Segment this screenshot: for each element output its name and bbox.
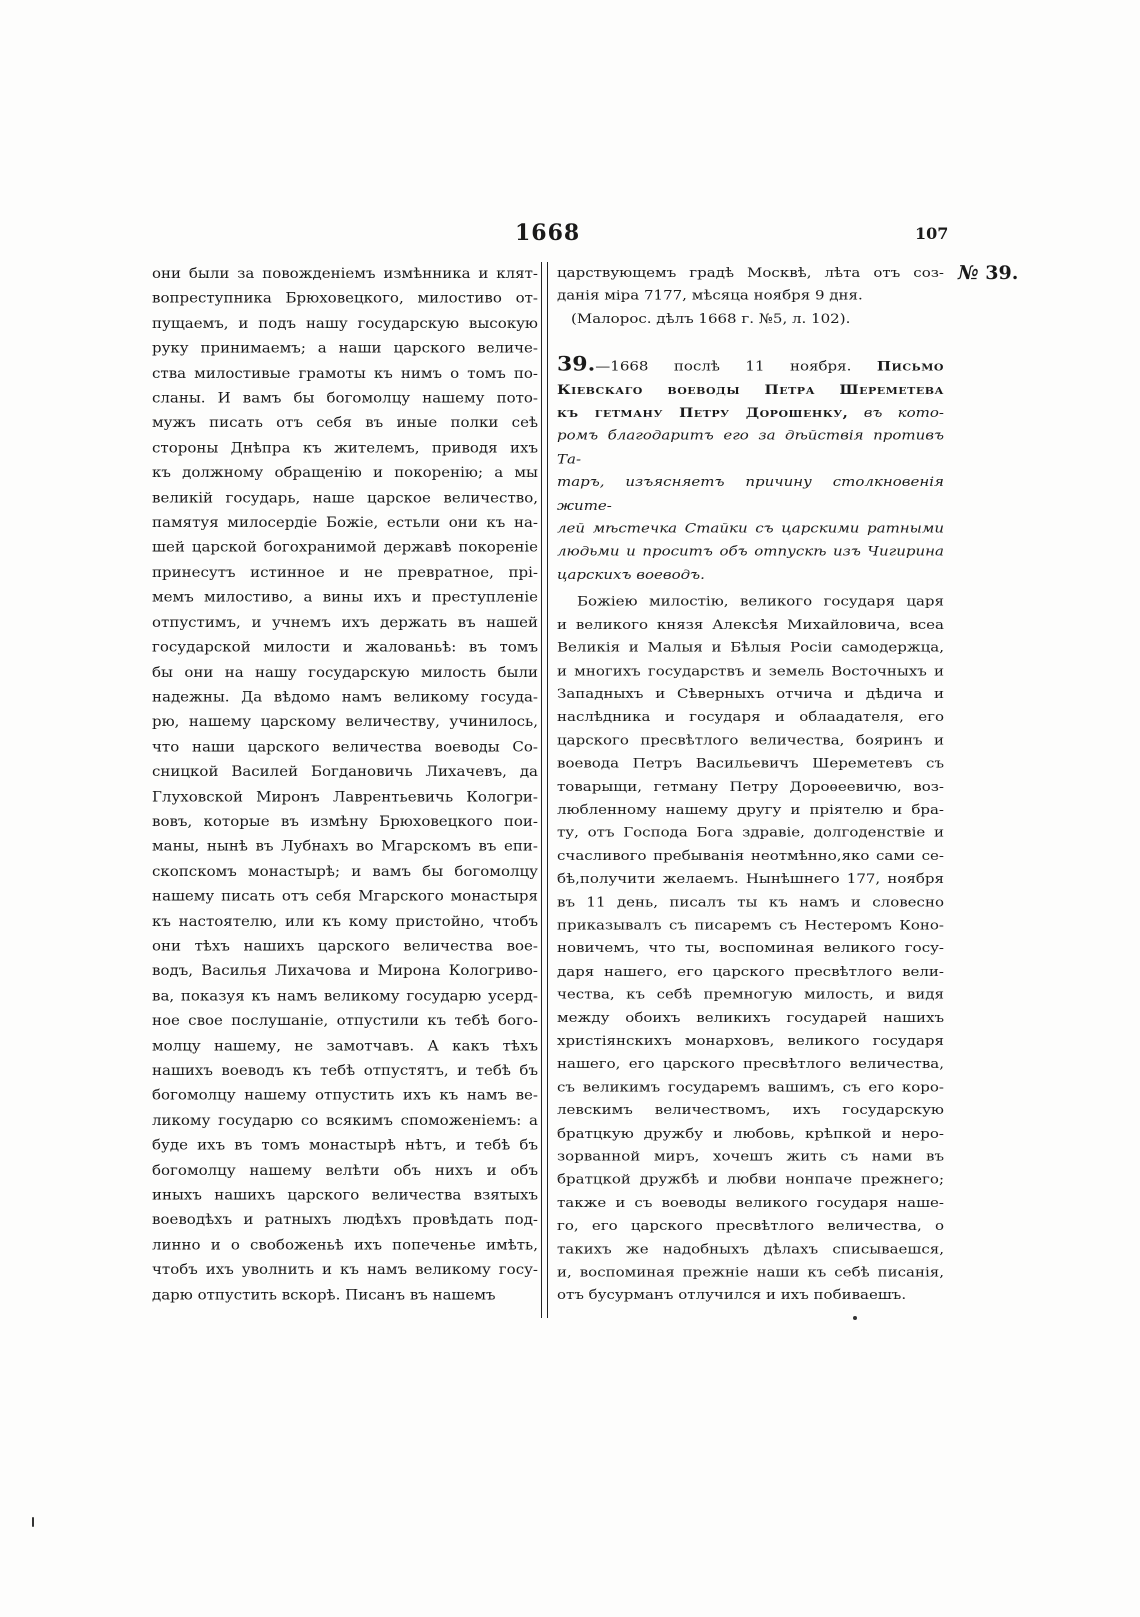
text-line: зорванной миръ, хочешъ жить съ нами въ: [557, 1148, 944, 1165]
text-line: воевода Петръ Васильевичъ Шереметевъ съ: [557, 755, 944, 771]
text-line: мужъ писать отъ себя въ иные полки сеѣ: [152, 414, 538, 432]
text-line: маны, нынѣ въ Лубнахъ во Мгарскомъ въ епи-: [152, 837, 538, 855]
text-line: ту, отъ Господа Бога здравіе, долгоденствіе и: [557, 824, 944, 841]
text-line: и великого князя Алексѣя Михайловича, всеа: [557, 616, 944, 633]
column-divider: [541, 262, 548, 1318]
document-number: 39.: [557, 353, 596, 376]
text-line: Великія и Малыя и Бѣлыя Росіи самодержца,: [557, 639, 944, 656]
text-line: рю, нашему царскому величеству, учинилось,: [152, 713, 538, 731]
text-line: линно и о свобоженьѣ ихъ попеченье имѣть,: [152, 1236, 538, 1254]
text-line: государской милости и жалованьѣ: въ томъ: [152, 638, 538, 656]
document-date: —1668 послѣ 11 ноября.: [595, 358, 852, 375]
right-column: [557, 261, 944, 1307]
text-line: братцкой дружбѣ и любви нонпаче прежнего;: [557, 1171, 944, 1188]
text-line: шей царской богохранимой державѣ покореніе: [152, 538, 538, 556]
text-line: сницкой Василей Богдановичь Лихачевъ, да: [152, 762, 538, 780]
document-title-addressee: къ гетману Петру Дорошенку,: [557, 404, 849, 421]
document-summary: [557, 424, 944, 586]
text-line: бы они на нашу государскую милость были: [152, 663, 538, 681]
text-line: они были за повожденіемъ измѣнника и клят-: [152, 264, 538, 282]
text-line: братцкую дружбу и любовь, крѣпкой и неро-: [557, 1125, 944, 1142]
text-line: царского пресвѣтлого величества, бояринъ и: [557, 732, 944, 748]
text-line: нашего, его царского пресвѣтлого величества,: [557, 1055, 944, 1072]
print-speck: [853, 1316, 857, 1320]
text-line: мемъ милостиво, а вины ихъ и преступленіе: [152, 588, 538, 606]
text-line: наслѣдника и государя и облаадателя, его: [557, 708, 944, 725]
text-line: что наши царского величества воеводы Со-: [152, 737, 538, 755]
text-line: отъ бусурманъ отлучился и ихъ побиваешъ.: [557, 1287, 907, 1303]
text-line: съ великимъ государемъ вашимъ, съ его коро-: [557, 1079, 944, 1095]
document-heading: [557, 353, 944, 586]
text-line: стороны Днѣпра къ жителемъ, приводя ихъ: [152, 439, 538, 457]
text-line: великій государь, наше царское величество,: [152, 488, 538, 506]
margin-number-value: 39.: [985, 262, 1019, 284]
text-line: руку принимаемъ; а наши царского величе-: [152, 339, 538, 357]
text-line: любленному нашему другу и пріятелю и бра-: [557, 801, 944, 818]
text-line: воеводѣхъ и ратныхъ людѣхъ провѣдать под-: [152, 1211, 538, 1229]
text-line: водъ, Василья Лихачова и Мирона Кологриво-: [152, 962, 538, 980]
text-line: товарыщи, гетману Петру Дороѳеевичю, воз-: [557, 778, 944, 795]
text-line: богомолцу нашему велѣти объ нихъ и объ: [152, 1161, 538, 1179]
text-line: ромъ благодаритъ его за дѣйствія противъ Та-: [557, 427, 944, 467]
text-line: ликому государю со всякимъ споможеніемъ: а: [152, 1111, 538, 1129]
text-line: молцу нашему, не замотчавъ. А какъ тѣхъ: [152, 1036, 538, 1054]
text-line: надежны. Да вѣдомо намъ великому госуда-: [152, 688, 538, 706]
text-line: бѣ,получити желаемъ. Нынѣшнего 177, ноября: [557, 870, 944, 887]
text-line: Глуховской Миронъ Лаврентьевичь Кологри-: [152, 787, 538, 805]
left-column: [152, 261, 538, 1307]
document-summary-start: въ кото-: [863, 404, 944, 421]
text-line: богомолцу нашему отпустить ихъ къ намъ ве-: [152, 1086, 538, 1104]
text-line: памятуя милосердіе Божіе, естьли они къ на-: [152, 513, 538, 531]
text-line: также и съ воеводы великого государя наше-: [557, 1194, 944, 1211]
print-speck: [32, 1517, 34, 1527]
text-line: данія міра 7177, мѣсяца ноября 9 дня.: [557, 287, 863, 304]
text-line: такихъ же надобныхъ дѣлахъ списываешся,: [557, 1240, 944, 1257]
document-title-author: Кіевскаго воеводы Петра Шереметева: [557, 381, 944, 398]
text-line: они тѣхъ нашихъ царского величества вое-: [152, 937, 538, 955]
margin-document-number: [958, 262, 1018, 284]
text-line: царскихъ воеводъ.: [557, 566, 705, 583]
text-line: иныхъ нашихъ царского величества взятыхъ: [152, 1186, 538, 1204]
text-line: между обоихъ великихъ государей нашихъ: [557, 1009, 944, 1026]
text-line: и многихъ государствъ и земель Восточныхъ и: [557, 662, 944, 679]
text-line: скопскомъ монастырѣ; и вамъ бы богомолцу: [152, 862, 538, 880]
text-line: новичемъ, что ты, воспоминая великого госу-: [557, 940, 944, 956]
text-line: царствующемъ градѣ Москвѣ, лѣта отъ соз-: [557, 264, 944, 281]
text-line: людьми и проситъ объ отпускѣ изъ Чигирина: [557, 543, 944, 560]
text-line: нашему писать отъ себя Мгарского монастыря: [152, 887, 538, 905]
text-line: дарю отпустить вскорѣ. Писанъ въ нашемъ: [152, 1285, 496, 1303]
text-line: Западныхъ и Сѣверныхъ отчича и дѣдича и: [557, 685, 944, 702]
number-sign: №: [958, 262, 979, 284]
text-line: чтобъ ихъ уволнить и къ намъ великому госу-: [152, 1261, 538, 1279]
text-line: приказывалъ съ писаремъ съ Нестеромъ Коно-: [557, 917, 944, 933]
text-line: ства милостивые грамоты къ нимъ о томъ по-: [152, 364, 538, 382]
text-line: даря нашего, его царского пресвѣтлого вели-: [557, 963, 944, 980]
text-line: чества, къ себѣ премногую милость, и видя: [557, 986, 944, 1003]
text-line: отпустимъ, и учнемъ ихъ держать въ нашей: [152, 613, 538, 631]
text-line: го, его царского пресвѣтлого величества, о: [557, 1217, 944, 1234]
text-line: нашихъ воеводъ къ тебѣ отпустятъ, и тебѣ бъ: [152, 1061, 538, 1079]
text-line: буде ихъ въ томъ монастырѣ нѣтъ, и тебѣ бъ: [152, 1136, 538, 1154]
document-title-start: Письмо: [876, 358, 944, 375]
page-number: 107: [915, 224, 949, 243]
text-line: левскимъ величествомъ, ихъ государскую: [557, 1102, 944, 1118]
page-year-header: 1668: [515, 220, 581, 246]
closing-lines: [557, 261, 944, 307]
document-body: [557, 590, 944, 1307]
text-line: вовъ, которые въ измѣну Брюховецкого пои-: [152, 812, 538, 830]
text-line: ное свое послушаніе, отпустили къ тебѣ бого-: [152, 1011, 538, 1029]
text-line: къ должному обращенію и покоренію; а мы: [152, 464, 538, 482]
text-line: таръ, изъясняетъ причину столкновенія жите-: [557, 474, 944, 513]
archive-source: (Малорос. дѣлъ 1668 г. №5, л. 102).: [571, 310, 851, 327]
text-line: Божіею милостію, великого государя царя: [577, 593, 944, 610]
text-line: христіянскихъ монарховъ, великого государя: [557, 1032, 944, 1049]
text-line: сланы. И вамъ бы богомолцу нашему пото-: [152, 389, 538, 407]
text-line: къ настоятелю, или къ кому пристойно, чтобъ: [152, 912, 538, 930]
text-line: пущаемъ, и подъ нашу государскую высокую: [152, 314, 538, 332]
text-line: въ 11 день, писалъ ты къ намъ и словесно: [557, 893, 944, 910]
text-line: принесутъ истинное и не превратное, прі-: [152, 563, 538, 581]
text-line: лей мѣстечка Стайки съ царскими ратными: [557, 520, 944, 537]
text-line: вопреступника Брюховецкого, милостиво от-: [152, 289, 538, 307]
text-line: и, воспоминая прежніе наши къ себѣ писанія,: [557, 1264, 944, 1280]
text-line: ва, показуя къ намъ великому государю усерд-: [152, 987, 538, 1005]
text-line: счасливого пребыванія неотмѣнно,яко сами се-: [557, 847, 944, 864]
